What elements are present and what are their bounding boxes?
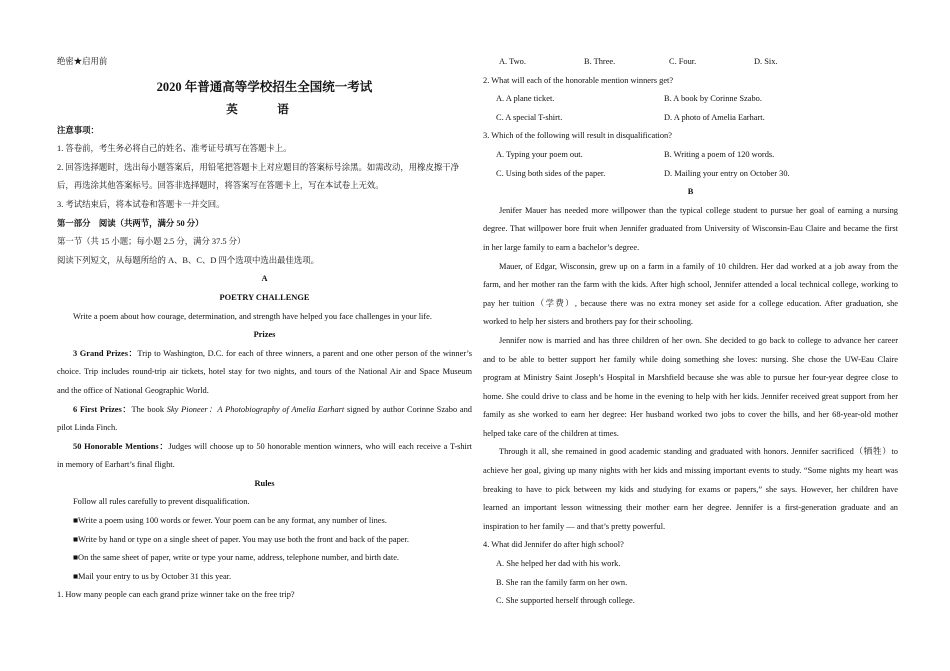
right-column xyxy=(483,53,898,611)
grand-prize-label: 3 Grand Prizes： xyxy=(73,348,138,358)
question-2-options xyxy=(483,90,898,109)
q2-option-a: A. A plane ticket. xyxy=(496,94,555,104)
first-prize-line2: pilot Linda Finch. xyxy=(57,423,118,433)
grand-prize-line xyxy=(57,345,472,364)
grand-prize-line3: and the office of National Geographic World. xyxy=(57,385,209,395)
exam-title: 2020 年普通高等学校招生全国统一考试 xyxy=(156,79,373,94)
notice-heading: 注意事项： xyxy=(57,125,99,135)
q4-option-c: C. She supported herself through college. xyxy=(496,596,635,606)
q3-option-d: D. Mailing your entry on October 30. xyxy=(664,168,790,178)
passage-b-p3-line: home. She could drive to class and be home in the evening to help with her kids. Jennifer received great support from her xyxy=(483,391,898,401)
passage-a-intro: Write a poem about how courage, determination, and strength have helped you face challenges in your life. xyxy=(73,311,432,321)
q3-option-b: B. Writing a poem of 120 words. xyxy=(664,149,775,159)
q2-option-d: D. A photo of Amelia Earhart. xyxy=(664,112,765,122)
question-2-stem: 2. What will each of the honorable mention winners get? xyxy=(483,75,674,85)
notice-item: 1. 答卷前，考生务必将自己的姓名、准考证号填写在答题卡上。 xyxy=(57,144,292,154)
question-1-stem: 1. How many people can each grand prize winner take on the free trip? xyxy=(57,590,295,600)
honorable-label: 50 Honorable Mentions： xyxy=(73,441,169,451)
passage-b-letter: B xyxy=(687,187,694,197)
notice-item: 3. 考试结束后，将本试卷和答题卡一并交回。 xyxy=(57,199,225,209)
q1-option-c: C. Four. xyxy=(669,57,697,66)
prizes-heading: Prizes xyxy=(253,330,276,340)
notice-item: 后，再选涂其他答案标号。回答非选择题时，将答案写在答题卡上，写在本试卷上无效。 xyxy=(57,181,384,191)
q2-option-b: B. A book by Corinne Szabo. xyxy=(664,94,762,104)
first-prize-book: Sky Pioneer：A Photobiography of Amelia Earhart xyxy=(166,404,345,414)
rules-heading: Rules xyxy=(254,478,275,488)
first-prize-line xyxy=(57,401,472,420)
grand-prize-text: Trip to Washington, D.C. for each of three winners, a parent and one other person of the winner’s xyxy=(137,348,473,358)
part1-heading: 第一部分 阅读（共两节，满分 50 分） xyxy=(57,218,204,228)
passage-b-p4-line: learned an important lesson witnessing their mother earn her degree. Jennifer is a first-generation graduate and an xyxy=(483,503,898,513)
passage-b-p1-line: in her large family to earn a bachelor’s degree. xyxy=(483,242,640,252)
passage-a-letter: A xyxy=(261,274,268,284)
instruction: 阅读下列短文，从每题所给的 A、B、C、D 四个选项中选出最佳选项。 xyxy=(57,255,319,265)
question-3-stem: 3. Which of the following will result in disqualification? xyxy=(483,131,672,141)
q1-option-b: B. Three. xyxy=(584,57,616,66)
question-4-stem: 4. What did Jennifer do after high school? xyxy=(483,540,624,550)
passage-b-p2-line: pay her tuition（学费）, because there was no extra money set aside for a college education. After graduation, she xyxy=(483,298,898,308)
passage-b-p3-line: Jennifer now is married and has three children of her own. She decided to go back to college to advance her career xyxy=(499,335,898,345)
passage-b-p4-line: Through it all, she remained in good academic standing and graduated with honors. Jennifer sacrificed（牺牲）to xyxy=(499,447,898,457)
passage-b-p2-line: Mauer, of Edgar, Wisconsin, grew up on a farm in a family of 10 children. Her dad worked at a job away from the xyxy=(499,261,898,271)
rule-item: ■Write by hand or type on a single sheet of paper. You may use both the front and back of the paper. xyxy=(73,534,409,544)
q3-option-c: C. Using both sides of the paper. xyxy=(496,168,606,178)
notice-item: 2. 回答选择题时，选出每小题答案后，用铅笔把答题卡上对应题目的答案标号涂黑。如需改动，用橡皮擦干净 xyxy=(57,162,459,172)
question-3-options xyxy=(483,146,898,165)
honorable-line xyxy=(57,438,472,457)
passage-b-p3-line: and to be able to better support her family while doing something she loves: nursing. She chose the UW-Eau Claire xyxy=(483,354,898,364)
q2-option-c: C. A special T-shirt. xyxy=(496,112,563,122)
passage-a-title: POETRY CHALLENGE xyxy=(219,292,310,302)
left-column xyxy=(57,53,472,605)
passage-b-p4-line: inspiration to her family — and that’s pretty powerful. xyxy=(483,521,666,531)
rules-intro: Follow all rules carefully to prevent disqualification. xyxy=(73,497,250,507)
grand-prize-line2: choice. Trip includes round-trip air tickets, hotel stay for two nights, and tours of the National Air and Space Museum xyxy=(57,367,472,377)
passage-b-p4-line: breaking to have to pick between my kids and studying for exams or papers,” she says. However, her children have xyxy=(483,484,898,494)
first-prize-pre: The book xyxy=(131,404,167,414)
passage-b-p1-line: Jenifer Mauer has needed more willpower than the typical college student to pursue her goal of earning a nursing xyxy=(499,205,898,215)
passage-b-p1-line: degree. That willpower bore fruit when Jennifer graduated from University of Wisconsin-Eau Claire and became the first xyxy=(483,224,898,234)
passage-b-p2-line: farm, and her mother ran the farm with the kids. After high school, Jennifer attended a local technical college, working to xyxy=(483,280,898,290)
secret-label: 绝密★启用前 xyxy=(57,57,108,66)
subject-title: 英 语 xyxy=(226,103,303,116)
first-prize-post: signed by author Corinne Szabo and xyxy=(344,404,472,414)
passage-b-p3-line: family as she worked to earn her degree: Her husband worked two jobs to cover the bills, and her 68-year-old mother xyxy=(483,410,898,420)
q4-option-a: A. She helped her dad with his work. xyxy=(496,559,621,569)
q1-option-d: D. Six. xyxy=(754,57,778,66)
passage-b-p3-line: helped take care of the children at times. xyxy=(483,428,619,438)
honorable-line2: in memory of Earhart’s final flight. xyxy=(57,460,175,470)
rule-item: ■Write a poem using 100 words or fewer. Your poem can be any format, any number of lines. xyxy=(73,516,387,526)
q1-option-a: A. Two. xyxy=(499,57,526,66)
section1-heading: 第一节（共 15 小题；每小题 2.5 分，满分 37.5 分） xyxy=(57,237,246,247)
rule-item: ■On the same sheet of paper, write or type your name, address, telephone number, and birth date. xyxy=(73,553,400,563)
first-prize-label: 6 First Prizes： xyxy=(73,404,132,414)
passage-b-p4-line: achieve her goal, giving up many nights with her kids and missing important events to study. “Some nights my heart was xyxy=(483,466,898,476)
q4-option-b: B. She ran the family farm on her own. xyxy=(496,577,628,587)
q3-option-a: A. Typing your poem out. xyxy=(496,149,583,159)
rule-item: ■Mail your entry to us by October 31 this year. xyxy=(73,571,232,581)
question-1-options xyxy=(483,53,898,72)
honorable-text: Judges will choose up to 50 honorable mention winners, who will each receive a T-shirt xyxy=(168,441,472,451)
question-3-options-row2 xyxy=(483,165,898,184)
passage-b-p3-line: program at Ministry Saint Joseph’s Hospital in Marshfield because she was able to pursue her four-year degree close to xyxy=(483,373,898,383)
passage-b-p2-line: worked to help her sisters and brothers pay for their schooling. xyxy=(483,317,694,327)
question-2-options-row2 xyxy=(483,109,898,128)
